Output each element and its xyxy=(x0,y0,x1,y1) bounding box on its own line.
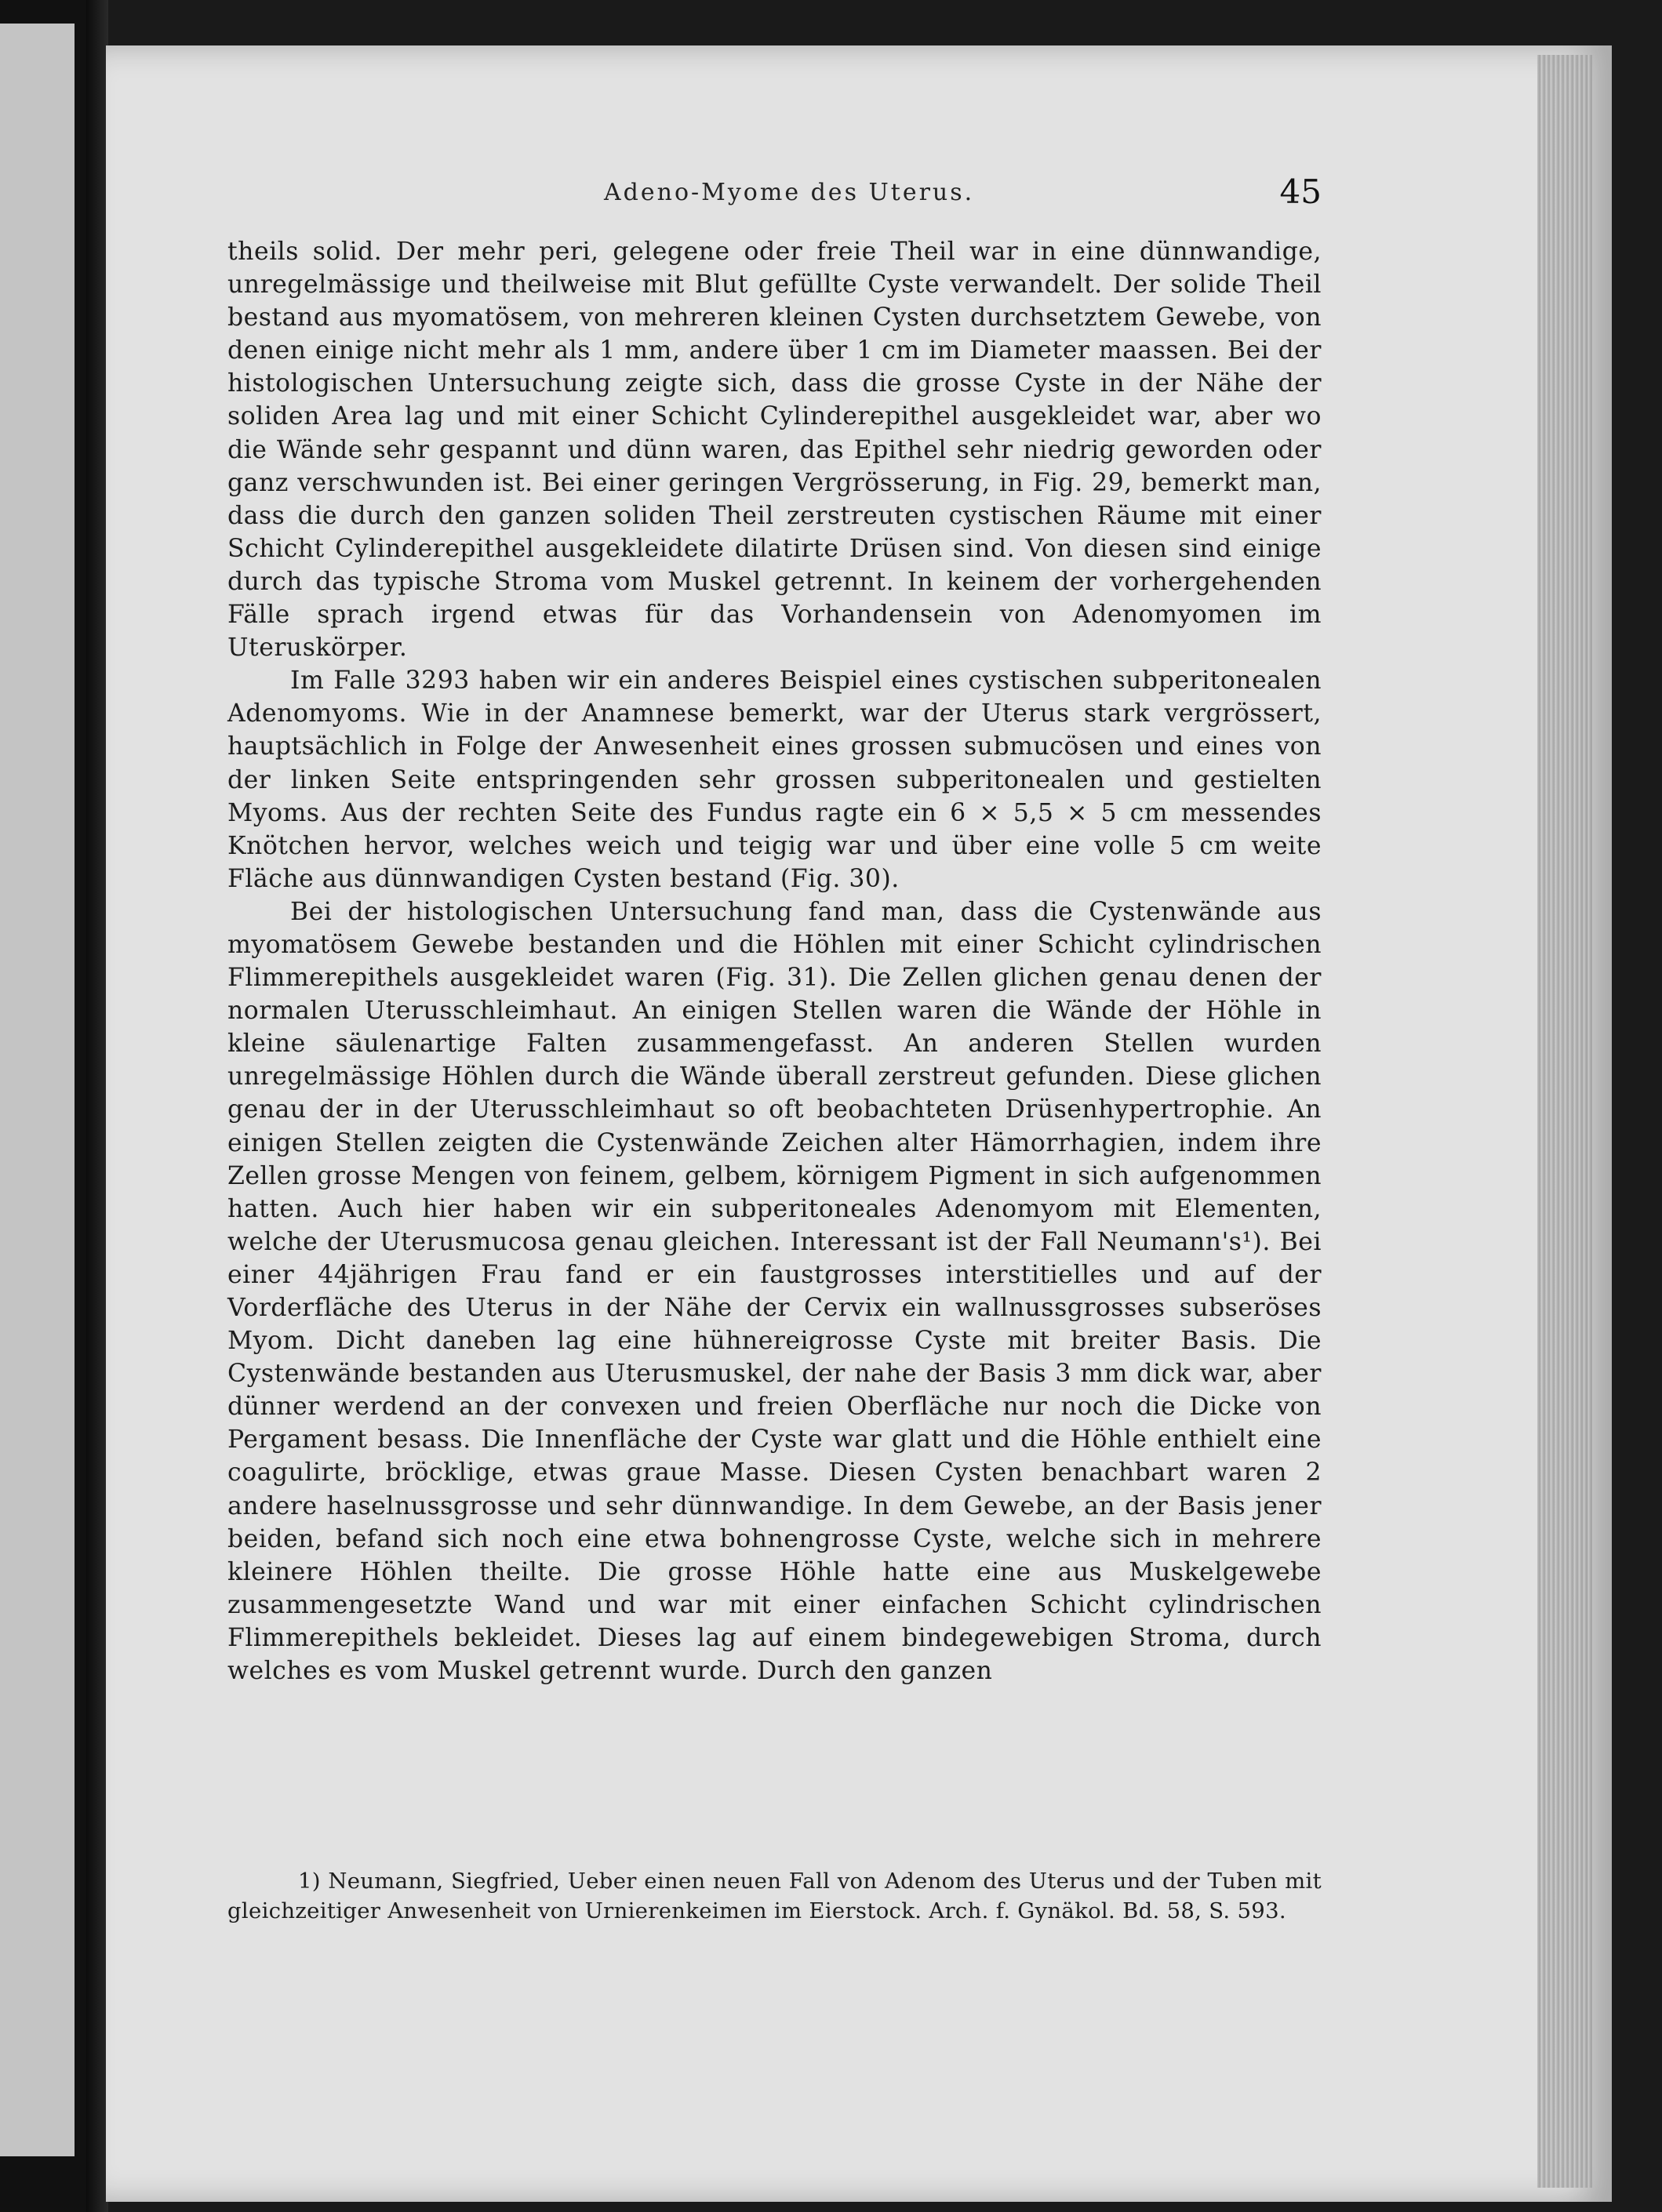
footnote-text: 1) Neumann, Siegfried, Ueber einen neuen Fall von Adenom des Uterus und der Tuben mit gleichzeitiger Anwesenheit von Urnierenkeimen im Eierstock. Arch. f. Gynäkol. Bd. 58, S. 593. xyxy=(227,1869,1322,1923)
paragraph: Im Falle 3293 haben wir ein anderes Beispiel eines cystischen subperitonealen Adenomyoms. Wie in der Anamnese bemerkt, war der Uterus stark vergrössert, hauptsächlich in Folge der Anwesenheit eines grossen submucösen und eines von der linken Seite entspringenden sehr grossen subperitonealen und gestielten Myoms. Aus der rechten Seite des Fundus ragte ein 6 × 5,5 × 5 cm messendes Knötchen hervor, welches weich und teigig war und über eine volle 5 cm weite Fläche aus dünnwandigen Cysten bestand (Fig. 30). xyxy=(227,667,1322,893)
facing-page-edge xyxy=(0,0,98,2212)
body-text xyxy=(227,235,1322,1687)
paragraph: Bei der histologischen Untersuchung fand man, dass die Cystenwände aus myomatösem Gewebe bestanden und die Höhlen mit einer Schicht cylindrischen Flimmerepithels ausgekleidet waren (Fig. 31). Die Zellen glichen genau denen der normalen Uterusschleimhaut. An einigen Stellen waren die Wände der Höhle in kleine säulenartige Falten zusammengefasst. An anderen Stellen wurden unregelmässige Höhlen durch die Wände überall zerstreut gefunden. Diese glichen genau der in der Uterusschleimhaut so oft beobachteten Drüsenhypertrophie. An einigen Stellen zeigten die Cystenwände Zeichen alter Hämorrhagien, indem ihre Zellen grosse Mengen von feinem, gelbem, körnigem Pigment in sich aufgenommen hatten. Auch hier haben wir ein subperitoneales Adenomyom mit Elementen, welche der Uterusmucosa genau gleichen. Interessant ist der Fall Neumann's¹). Bei einer 44jährigen Frau fand er ein faustgrosses interstitielles und auf der Vorderfläche des Uterus in der Nähe der Cervix ein wallnussgrosses subseröses Myom. Dicht daneben lag eine hühnereigrosse Cyste mit breiter Basis. Die Cystenwände bestanden aus Uterusmuskel, der nahe der Basis 3 mm dick war, aber dünner werdend an der convexen und freien Oberfläche nur noch die Dicke von Pergament besass. Die Innenfläche der Cyste war glatt und die Höhle enthielt eine coagulirte, bröcklige, etwas graue Masse. Diesen Cysten benachbart waren 2 andere haselnussgrosse und sehr dünnwandige. In dem Gewebe, an der Basis jener beiden, befand sich noch eine etwa bohnengrosse Cyste, welche sich in mehrere kleinere Höhlen theilte. Die grosse Höhle hatte eine aus Muskelgewebe zusammengesetzte Wand und war mit einer einfachen Schicht cylindrischen Flimmerepithels bekleidet. Dieses lag auf einem bindegewebigen Stroma, durch welches es vom Muskel getrennt wurde. Durch den ganzen xyxy=(227,897,1322,1686)
running-head xyxy=(227,173,1322,211)
page-number: 45 xyxy=(1279,173,1322,211)
footnote xyxy=(227,1866,1322,1926)
running-title: Adeno-Myome des Uterus. xyxy=(604,179,975,206)
book-spine xyxy=(86,0,108,2212)
paragraph: theils solid. Der mehr peri, gelegene oder freie Theil war in eine dünnwandige, unregelmässige und theilweise mit Blut gefüllte Cyste verwandelt. Der solide Theil bestand aus myomatösem, von mehreren kleinen Cysten durchsetztem Gewebe, von denen einige nicht mehr als 1 mm, andere über 1 cm im Diameter maassen. Bei der histologischen Untersuchung zeigte sich, dass die grosse Cyste in der Nähe der soliden Area lag und mit einer Schicht Cylinderepithel ausgekleidet war, aber wo die Wände sehr gespannt und dünn waren, das Epithel sehr niedrig geworden oder ganz verschwunden ist. Bei einer geringen Vergrösserung, in Fig. 29, bemerkt man, dass die durch den ganzen soliden Theil zerstreuten cystischen Räume mit einer Schicht Cylinderepithel ausgekleidete dilatirte Drüsen sind. Von diesen sind einige durch das typische Stroma vom Muskel getrennt. In keinem der vorhergehenden Fälle sprach irgend etwas für das Vorhandensein von Adenomyomen im Uteruskörper. xyxy=(227,238,1322,663)
page-stack-edge xyxy=(1537,55,1592,2188)
